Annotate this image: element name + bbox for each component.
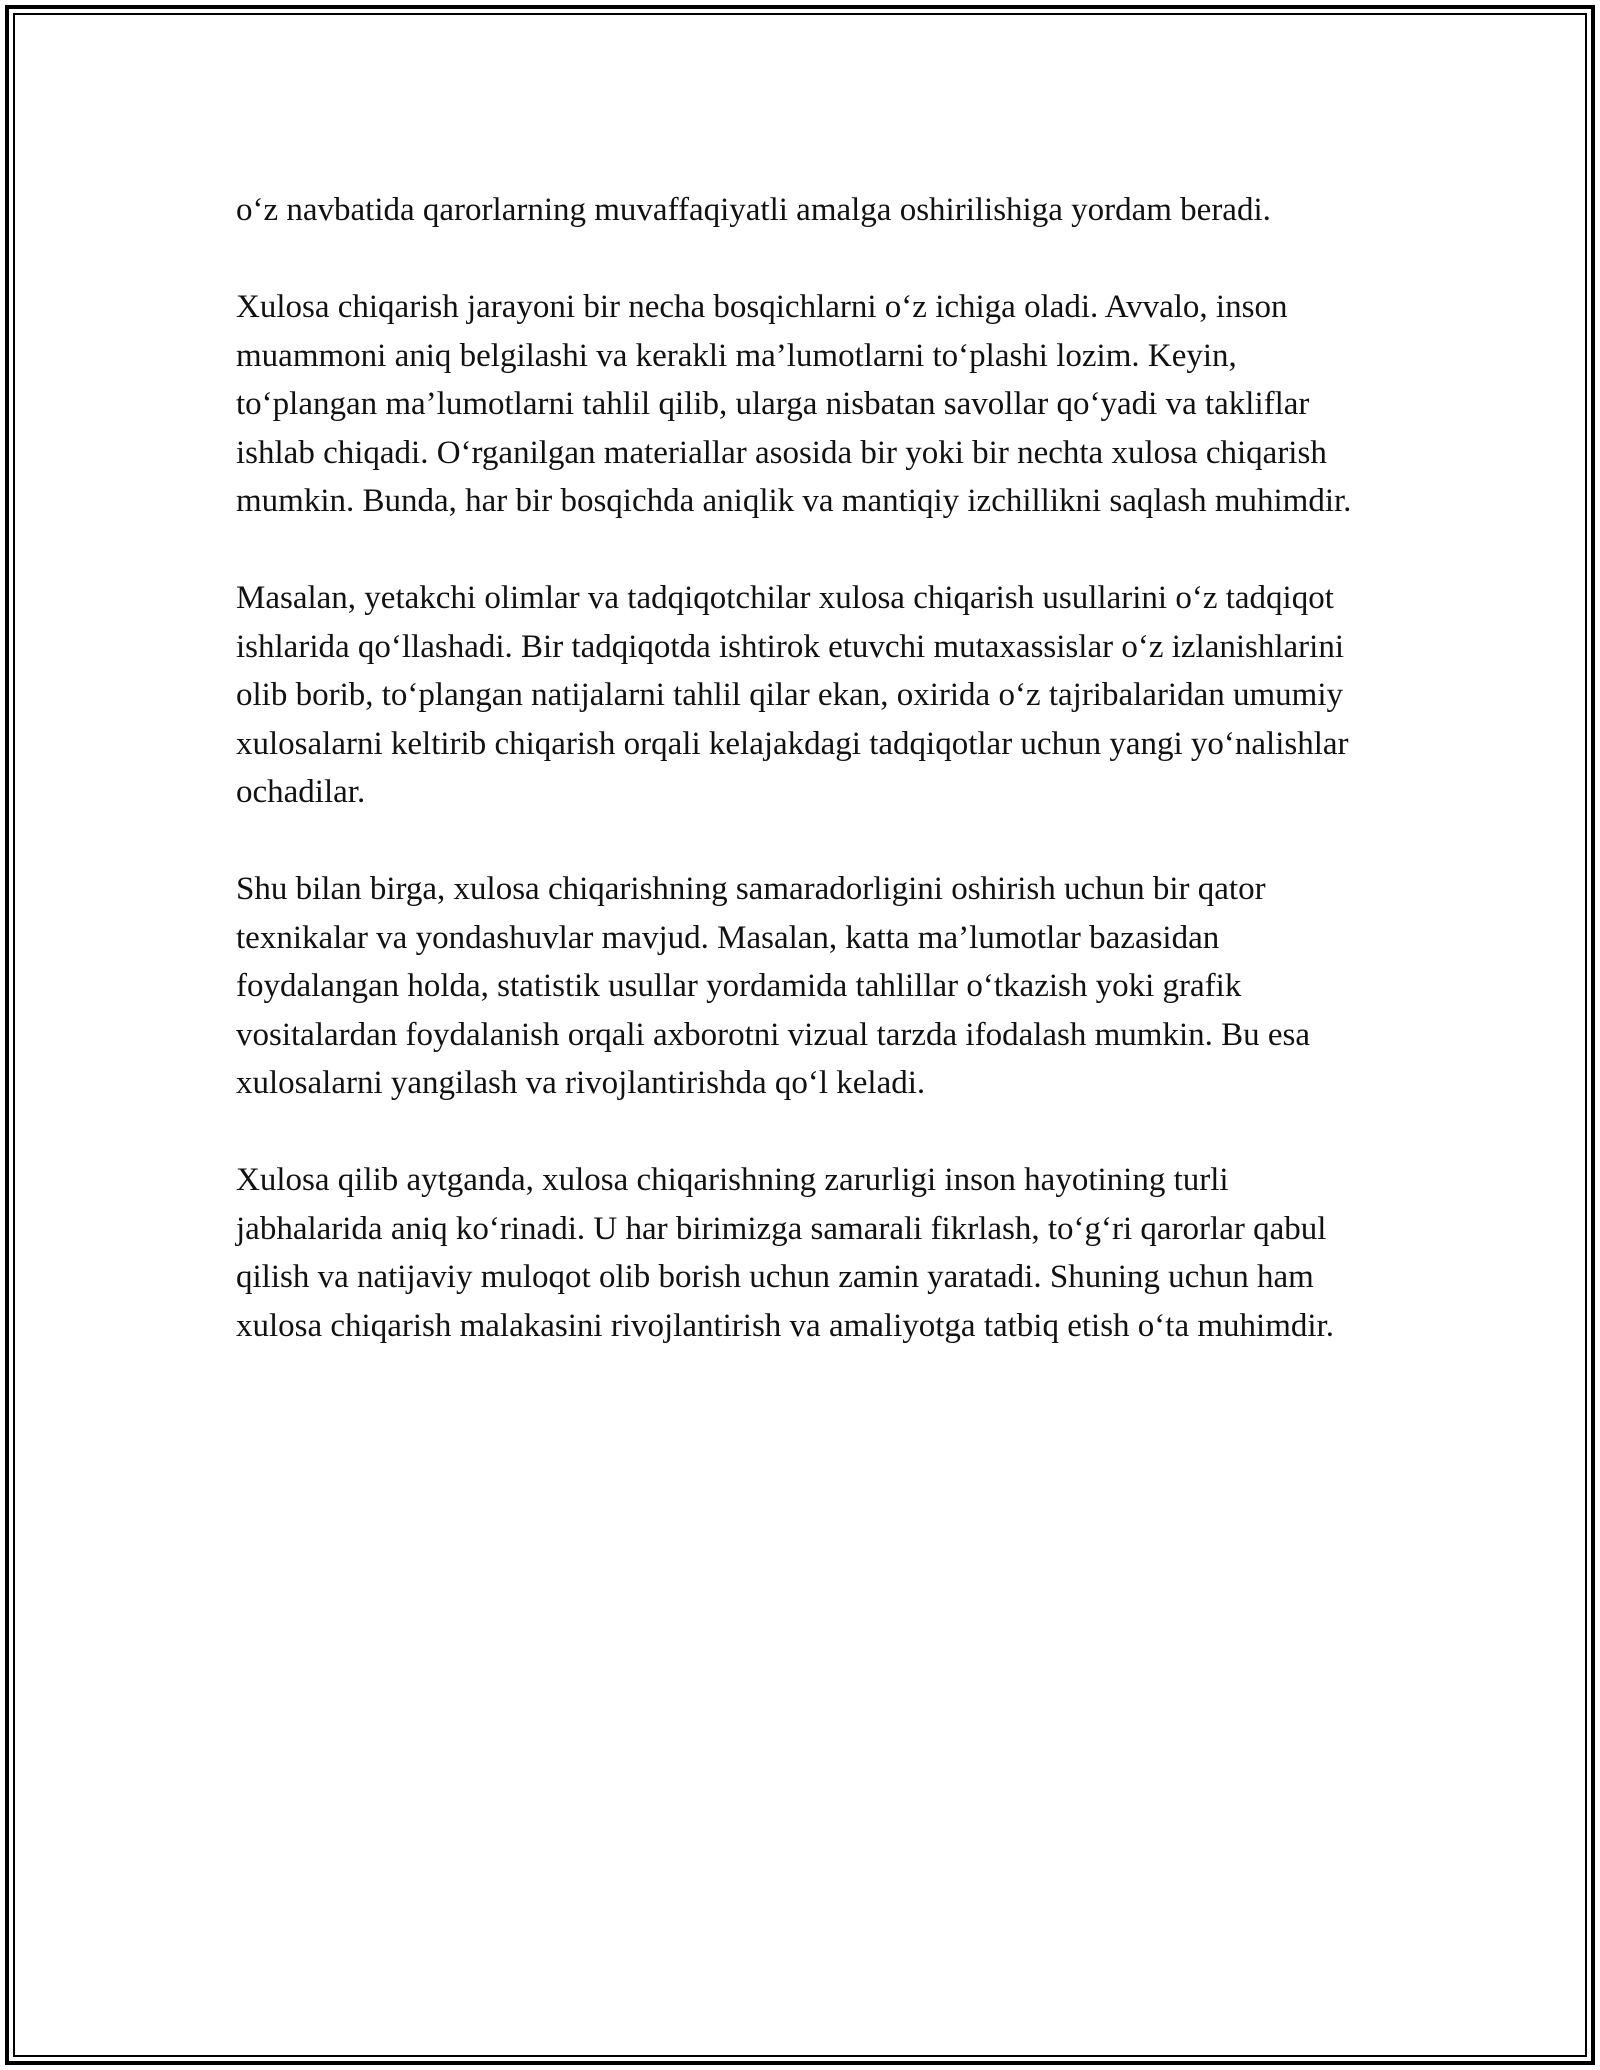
paragraph-5: Xulosa qilib aytganda, xulosa chiqarishning zarurligi inson hayotining turli jabhalarida aniq ko‘rinadi. U har birimizga samarali fikrlash, to‘g‘ri qarorlar qabul qilish va natijaviy muloqot olib borish uchun zamin yaratadi. Shuning uchun ham xulosa chiqarish malakasini rivojlantirish va amaliyotga tatbiq etish o‘ta muhimdir. xyxy=(236,1162,1334,1344)
paragraph-2: Xulosa chiqarish jarayoni bir necha bosqichlarni o‘z ichiga oladi. Avvalo, inson muammoni aniq belgilashi va kerakli ma’lumotlarni to‘plashi lozim. Keyin, to‘plangan ma’lumotlarni tahlil qilib, ularga nisbatan savollar qo‘yadi va takliflar ishlab chiqadi. O‘rganilgan materiallar asosida bir yoki bir nechta xulosa chiqarish mumkin. Bunda, har bir bosqichda aniqlik va mantiqiy izchillikni saqlash muhimdir. xyxy=(236,289,1352,519)
document-body xyxy=(236,186,1366,1399)
paragraph-3: Masalan, yetakchi olimlar va tadqiqotchilar xulosa chiqarish usullarini o‘z tadqiqot ishlarida qo‘llashadi. Bir tadqiqotda ishtirok etuvchi mutaxassislar o‘z izlanishlarini olib borib, to‘plangan natijalarni tahlil qilar ekan, oxirida o‘z tajribalaridan umumiy xulosalarni keltirib chiqarish orqali kelajakdagi tadqiqotlar uchun yangi yo‘nalishlar ochadilar. xyxy=(236,580,1349,810)
paragraph-4: Shu bilan birga, xulosa chiqarishning samaradorligini oshirish uchun bir qator texnikalar va yondashuvlar mavjud. Masalan, katta ma’lumotlar bazasidan foydalangan holda, statistik usullar yordamida tahlillar o‘tkazish yoki grafik vositalardan foydalanish orqali axborotni vizual tarzda ifodalash mumkin. Bu esa xulosalarni yangilash va rivojlantirishda qo‘l keladi. xyxy=(236,871,1311,1101)
paragraph-1: o‘z navbatida qarorlarning muvaffaqiyatli amalga oshirilishiga yordam beradi. xyxy=(236,192,1271,228)
